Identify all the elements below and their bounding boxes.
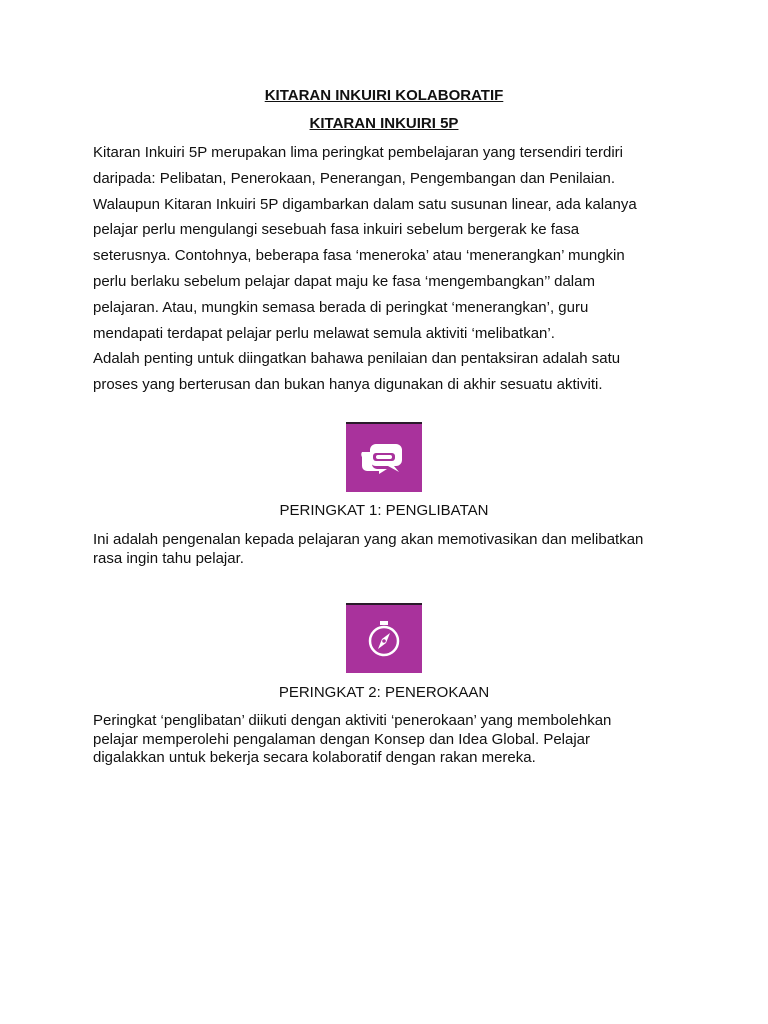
chat-bubbles-icon	[346, 422, 422, 492]
stage-2-title: PERINGKAT 2: PENEROKAAN	[278, 684, 490, 701]
intro-line: mendapati terdapat pelajar perlu melawat semula aktiviti ‘melibatkan’.	[93, 324, 555, 342]
intro-line: seterusnya. Contohnya, beberapa fasa ‘meneroka’ atau ‘menerangkan’ mungkin	[93, 247, 625, 265]
intro-line: proses yang berterusan dan bukan hanya digunakan di akhir sesuatu aktiviti.	[93, 376, 603, 394]
stage-2-text	[93, 712, 683, 768]
document-subtitle: KITARAN INKUIRI 5P	[309, 115, 459, 132]
intro-line: Walaupun Kitaran Inkuiri 5P digambarkan dalam satu susunan linear, ada kalanya	[93, 195, 637, 213]
intro-line: Kitaran Inkuiri 5P merupakan lima peringkat pembelajaran yang tersendiri terdiri	[93, 144, 623, 161]
compass-icon	[346, 603, 422, 673]
stage-1-text	[93, 531, 683, 568]
stage-1-line: Ini adalah pengenalan kepada pelajaran yang akan memotivasikan dan melibatkan	[93, 531, 644, 548]
intro-line: Adalah penting untuk diingatkan bahawa penilaian dan pentaksiran adalah satu	[93, 350, 621, 368]
intro-line: pelajaran. Atau, mungkin semasa berada di peringkat ‘menerangkan’, guru	[93, 298, 589, 316]
intro-line: pelajar perlu mengulangi sesebuah fasa inkuiri sebelum bergerak ke fasa	[93, 221, 580, 239]
stage-2-line: Peringkat ‘penglibatan’ diikuti dengan aktiviti ‘penerokaan’ yang membolehkan	[93, 712, 612, 729]
intro-line: perlu berlaku sebelum pelajar dapat maju ke fasa ‘mengembangkan’’ dalam	[93, 272, 595, 290]
stage-2-line: digalakkan untuk bekerja secara kolaboratif dengan rakan mereka.	[93, 749, 536, 767]
stage-1-title: PERINGKAT 1: PENGLIBATAN	[279, 502, 489, 519]
intro-line: daripada: Pelibatan, Penerokaan, Penerangan, Pengembangan dan Penilaian.	[93, 169, 616, 187]
intro-paragraph	[93, 140, 678, 398]
stage-2-line: pelajar memperolehi pengalaman dengan Konsep dan Idea Global. Pelajar	[93, 730, 591, 748]
stage-1-line: rasa ingin tahu pelajar.	[93, 549, 244, 567]
document-title: KITARAN INKUIRI KOLABORATIF	[264, 87, 504, 104]
